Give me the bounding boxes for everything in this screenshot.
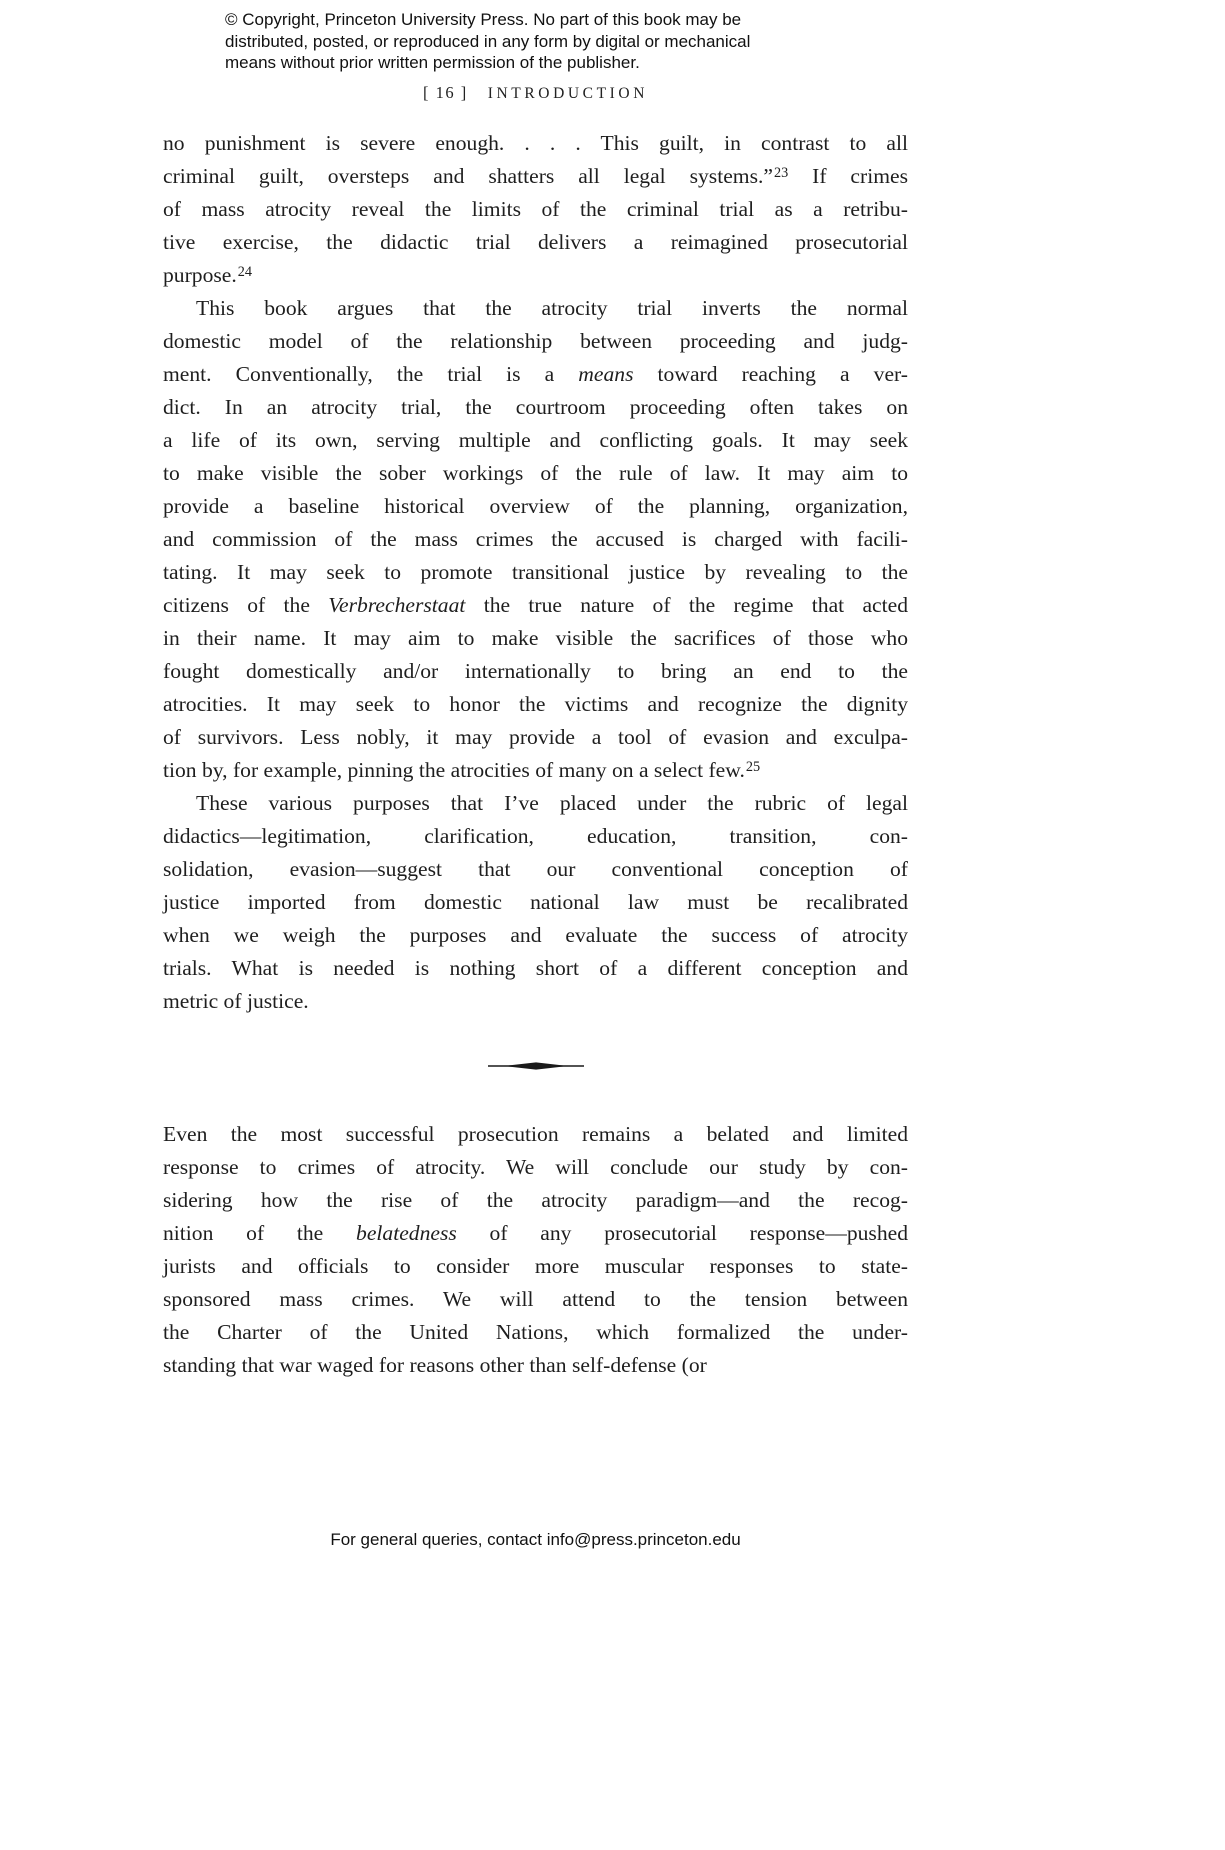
diamond-rule-icon bbox=[488, 1060, 584, 1072]
text-line: and commission of the mass crimes the accused is charged with facili- bbox=[163, 527, 908, 551]
copyright-line: distributed, posted, or reproduced in any form by digital or mechanical bbox=[225, 31, 751, 51]
text-line: response to crimes of atrocity. We will conclude our study by con- bbox=[163, 1155, 908, 1179]
text-line: to make visible the sober workings of the rule of law. It may aim to bbox=[163, 461, 908, 485]
text-line: This book argues that the atrocity trial inverts the normal bbox=[196, 296, 908, 320]
text-line: ment. Conventionally, the trial is a means toward reaching a ver- bbox=[163, 362, 908, 386]
text-line: jurists and officials to consider more muscular responses to state- bbox=[163, 1254, 908, 1278]
copyright-notice bbox=[225, 9, 750, 74]
text-line: when we weigh the purposes and evaluate the success of atrocity bbox=[163, 923, 908, 947]
text-line: in their name. It may aim to make visible the sacrifices of those who bbox=[163, 626, 908, 650]
text-line: nition of the belatedness of any prosecutorial response—pushed bbox=[163, 1221, 909, 1245]
text-line: metric of justice. bbox=[163, 989, 309, 1013]
paragraph bbox=[163, 292, 908, 787]
text-line: criminal guilt, oversteps and shatters all legal systems.”$^{23}$ If crimes bbox=[163, 164, 908, 188]
copyright-line: © Copyright, Princeton University Press. No part of this book may be bbox=[225, 10, 742, 29]
paragraph bbox=[163, 1118, 908, 1382]
text-line: trials. What is needed is nothing short of a different conception and bbox=[163, 956, 908, 980]
text-line: fought domestically and/or internationally to bring an end to the bbox=[163, 659, 908, 683]
text-section bbox=[163, 1118, 908, 1382]
paragraph bbox=[163, 787, 908, 1018]
text-line: didactics—legitimation, clarification, education, transition, con- bbox=[163, 824, 908, 848]
text-line: tating. It may seek to promote transitional justice by revealing to the bbox=[163, 560, 908, 584]
text-line: justice imported from domestic national law must be recalibrated bbox=[163, 890, 908, 914]
text-line: sponsored mass crimes. We will attend to the tension between bbox=[163, 1287, 908, 1311]
text-line: Even the most successful prosecution remains a belated and limited bbox=[163, 1122, 908, 1146]
text-section bbox=[163, 127, 908, 1018]
page-footer: For general queries, contact info@press.princeton.edu bbox=[330, 1530, 741, 1549]
section-divider bbox=[488, 1060, 584, 1072]
chapter-title: INTRODUCTION bbox=[487, 85, 649, 102]
text-line: domestic model of the relationship between proceeding and judg- bbox=[163, 329, 908, 353]
text-line: the Charter of the United Nations, which formalized the under- bbox=[163, 1320, 908, 1344]
text-line: solidation, evasion—suggest that our conventional conception of bbox=[163, 857, 908, 881]
text-line: provide a baseline historical overview of the planning, organization, bbox=[163, 494, 908, 518]
text-line: standing that war waged for reasons other than self-defense (or bbox=[163, 1353, 707, 1377]
text-line: of mass atrocity reveal the limits of the criminal trial as a retribu- bbox=[163, 197, 908, 221]
paragraph bbox=[163, 127, 908, 292]
text-line: a life of its own, serving multiple and conflicting goals. It may seek bbox=[163, 428, 908, 452]
text-line: tion by, for example, pinning the atrocities of many on a select few.$^{25}$ bbox=[163, 758, 761, 782]
text-line: atrocities. It may seek to honor the victims and recognize the dignity bbox=[163, 692, 908, 716]
text-line: no punishment is severe enough. . . . This guilt, in contrast to all bbox=[163, 131, 908, 155]
text-line: sidering how the rise of the atrocity paradigm—and the recog- bbox=[163, 1188, 908, 1212]
text-line: citizens of the Verbrecherstaat the true nature of the regime that acted bbox=[163, 593, 909, 617]
text-line: of survivors. Less nobly, it may provide a tool of evasion and exculpa- bbox=[163, 725, 908, 749]
text-line: These various purposes that I’ve placed under the rubric of legal bbox=[196, 791, 908, 815]
running-head bbox=[163, 83, 908, 103]
page-number: [ 16 ] bbox=[422, 83, 468, 102]
text-line: tive exercise, the didactic trial delivers a reimagined prosecutorial bbox=[163, 230, 908, 254]
copyright-line: means without prior written permission of the publisher. bbox=[225, 53, 640, 72]
text-line: dict. In an atrocity trial, the courtroom proceeding often takes on bbox=[163, 395, 908, 419]
text-line: purpose.$^{24}$ bbox=[163, 263, 253, 287]
body-text bbox=[163, 127, 908, 1382]
